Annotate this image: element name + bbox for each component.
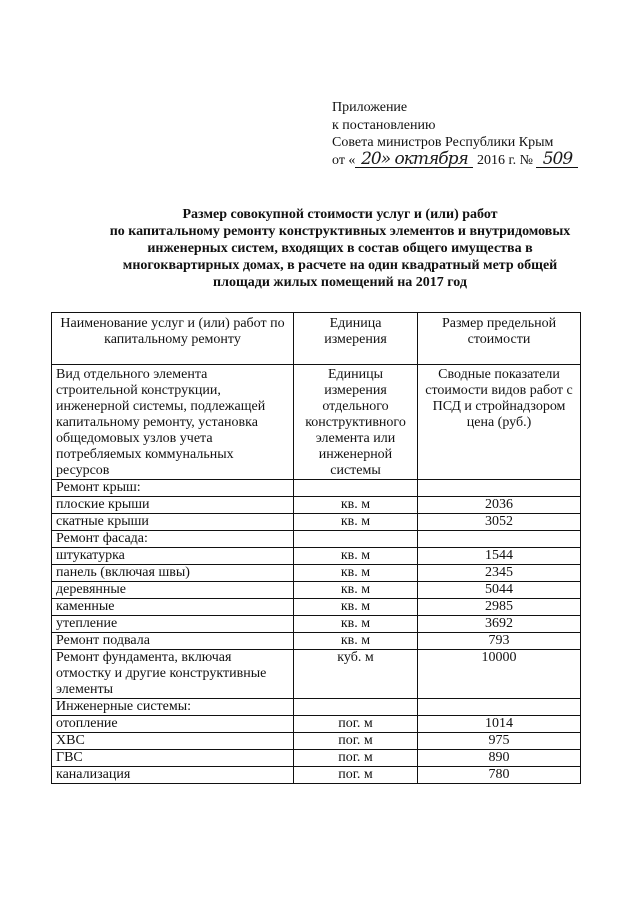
- title-line-3: инженерных систем, входящих в состав общего имущества в: [147, 241, 533, 256]
- row-unit: кв. м: [294, 548, 418, 565]
- row-unit: кв. м: [294, 582, 418, 599]
- title-line-4: многоквартирных домах, в расчете на один квадратный метр общей: [122, 258, 558, 273]
- row-value: [418, 480, 581, 497]
- table-row: [52, 565, 581, 582]
- subheader-cost: Сводные показатели стоимости видов работ с ПСД и стройнадзором цена (руб.): [418, 365, 581, 480]
- row-unit: куб. м: [294, 650, 418, 699]
- row-value: [418, 699, 581, 716]
- appendix-line-3: Совета министров Республики Крым: [332, 135, 554, 150]
- row-value: 975: [418, 733, 581, 750]
- header-cost: Размер предельной стоимости: [418, 313, 581, 365]
- row-unit: [294, 531, 418, 548]
- row-unit: пог. м: [294, 716, 418, 733]
- title-line-5: площади жилых помещений на 2017 год: [213, 275, 467, 290]
- table-row: [52, 616, 581, 633]
- row-value: 2036: [418, 497, 581, 514]
- row-unit: пог. м: [294, 750, 418, 767]
- table-row: [52, 480, 581, 497]
- row-name: ГВС: [52, 750, 294, 767]
- row-unit: кв. м: [294, 514, 418, 531]
- row-value: 780: [418, 767, 581, 784]
- table-row: [52, 548, 581, 565]
- table-row: [52, 716, 581, 733]
- row-name: Ремонт фундамента, включая отмостку и другие конструктивные элементы: [52, 650, 294, 699]
- row-value: [418, 531, 581, 548]
- handwritten-date: 20» октября: [355, 152, 473, 168]
- row-value: 890: [418, 750, 581, 767]
- appendix-line-1: Приложение: [332, 100, 408, 115]
- row-name: панель (включая швы): [52, 565, 294, 582]
- row-name: Инженерные системы:: [52, 699, 294, 716]
- table-row: [52, 767, 581, 784]
- handwritten-number: 509: [536, 152, 578, 168]
- row-value: 2985: [418, 599, 581, 616]
- title-line-1: Размер совокупной стоимости услуг и (или) работ: [182, 207, 498, 222]
- table-row: [52, 531, 581, 548]
- row-unit: [294, 480, 418, 497]
- row-name: утепление: [52, 616, 294, 633]
- title-line-2: по капитальному ремонту конструктивных элементов и внутридомовых: [109, 224, 571, 239]
- row-value: 1544: [418, 548, 581, 565]
- subheader-unit: Единицы измерения отдельного конструктивного элемента или инженерной системы: [294, 365, 418, 480]
- row-unit: кв. м: [294, 497, 418, 514]
- row-name: канализация: [52, 767, 294, 784]
- row-value: 793: [418, 633, 581, 650]
- row-name: Ремонт фасада:: [52, 531, 294, 548]
- row-value: 3692: [418, 616, 581, 633]
- table-row: [52, 582, 581, 599]
- header-service-name: Наименование услуг и (или) работ по капитальному ремонту: [52, 313, 294, 365]
- row-value: 10000: [418, 650, 581, 699]
- row-name: каменные: [52, 599, 294, 616]
- row-unit: [294, 699, 418, 716]
- row-name: деревянные: [52, 582, 294, 599]
- row-name: плоские крыши: [52, 497, 294, 514]
- row-name: скатные крыши: [52, 514, 294, 531]
- table-row: [52, 599, 581, 616]
- appendix-line-2: к постановлению: [332, 117, 436, 133]
- row-name: отопление: [52, 716, 294, 733]
- document-title: [60, 206, 620, 291]
- appendix-block: [332, 99, 578, 169]
- date-prefix: от «: [332, 152, 356, 168]
- year-text: 2016 г. №: [476, 152, 533, 168]
- row-value: 3052: [418, 514, 581, 531]
- row-unit: пог. м: [294, 733, 418, 750]
- row-unit: кв. м: [294, 633, 418, 650]
- header-unit: Единица измерения: [294, 313, 418, 365]
- appendix-date-line: [332, 148, 578, 170]
- row-unit: кв. м: [294, 565, 418, 582]
- table-row: [52, 514, 581, 531]
- row-unit: пог. м: [294, 767, 418, 784]
- table-row: [52, 733, 581, 750]
- table-row: [52, 497, 581, 514]
- table-subheader-row: [52, 365, 581, 480]
- table-row: [52, 750, 581, 767]
- row-name: штукатурка: [52, 548, 294, 565]
- row-value: 2345: [418, 565, 581, 582]
- table-row: [52, 633, 581, 650]
- row-value: 1014: [418, 716, 581, 733]
- row-name: ХВС: [52, 733, 294, 750]
- table-row: [52, 699, 581, 716]
- subheader-element-type: Вид отдельного элемента строительной конструкции, инженерной системы, подлежащей капитальному ремонту, установка общедомовых узлов учета потребляемых коммунальных ресурсов: [52, 365, 294, 480]
- table-header-row: [52, 313, 581, 365]
- row-unit: кв. м: [294, 599, 418, 616]
- row-name: Ремонт крыш:: [52, 480, 294, 497]
- row-value: 5044: [418, 582, 581, 599]
- cost-table: [51, 312, 581, 784]
- row-unit: кв. м: [294, 616, 418, 633]
- row-name: Ремонт подвала: [52, 633, 294, 650]
- table-row: [52, 650, 581, 699]
